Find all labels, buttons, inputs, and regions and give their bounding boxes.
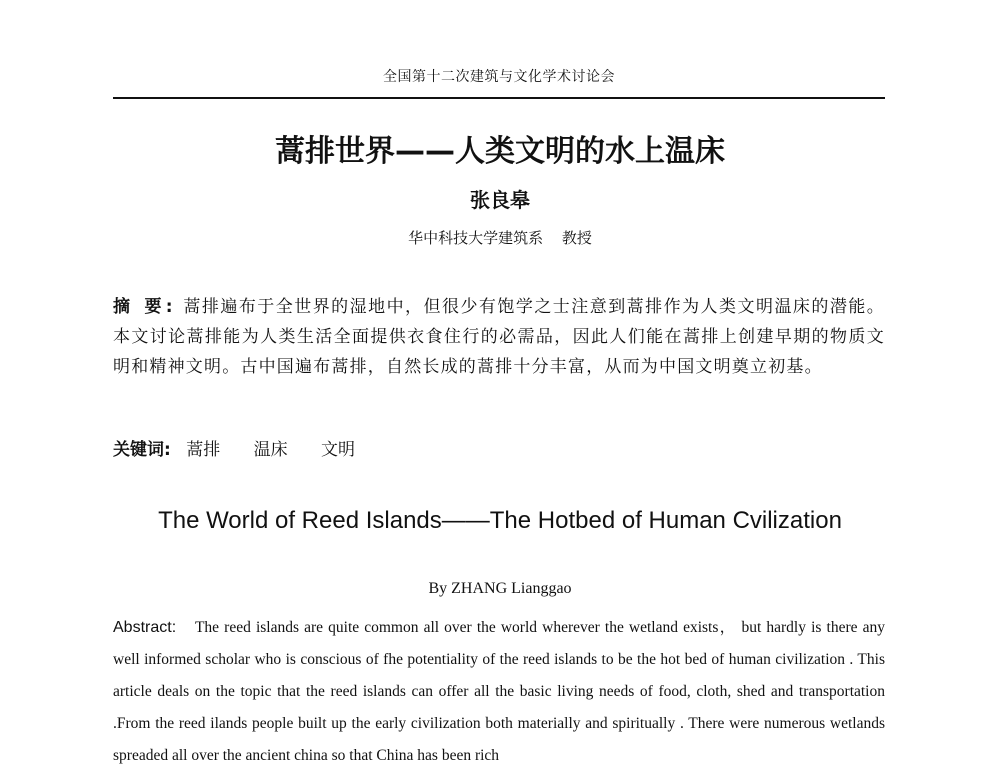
abstract-chinese-text: 蒿排遍布于全世界的湿地中，但很少有饱学之士注意到蒿排作为人类文明温床的潜能。本文讨论蒿排能为人类生活全面提供衣食住行的必需品，因此人们能在蒿排上创建早期的物质文明和精神文明。古中国遍布蒿排，自然长成的蒿排十分丰富，从而为中国文明奠立初基。 <box>113 297 885 377</box>
keywords-label: 关键词: <box>113 440 171 460</box>
keyword-item: 文明 <box>321 440 356 460</box>
keyword-item: 温床 <box>253 440 288 460</box>
keywords-chinese <box>113 436 885 464</box>
author-affiliation <box>0 227 1000 248</box>
affiliation-position: 教授 <box>561 229 592 247</box>
author-name-english: By ZHANG Lianggao <box>428 580 572 597</box>
paper-title-english: The World of Reed Islands——The Hotbed of Human Cvilization <box>158 507 842 534</box>
conference-header: 全国第十二次建筑与文化学术讨论会 <box>383 69 615 85</box>
abstract-chinese <box>113 292 885 382</box>
abstract-chinese-label: 摘 要: <box>113 297 177 317</box>
header-divider <box>113 97 885 99</box>
abstract-english-label: Abstract: <box>113 619 177 636</box>
affiliation-department: 华中科技大学建筑系 <box>408 229 544 247</box>
abstract-english <box>113 612 885 772</box>
keyword-item: 蒿排 <box>186 440 221 460</box>
author-name-chinese: 张良皋 <box>470 188 530 212</box>
abstract-english-text: The reed islands are quite common all over the world wherever the wetland exists， but hardly is there any well informed scholar who is conscious of fhe potentiality of the reed islands to be the hot bed of human civilization . This article deals on the topic that the reed islands can offer all the basic living needs of food, cloth, shed and transportation .From the reed ilands people built up the early civilization both materially and spiritually . There were numerous wetlands spreaded all over the ancient china so that China has been rich <box>113 619 885 764</box>
paper-title-chinese: 蒿排世界——人类文明的水上温床 <box>275 134 725 169</box>
